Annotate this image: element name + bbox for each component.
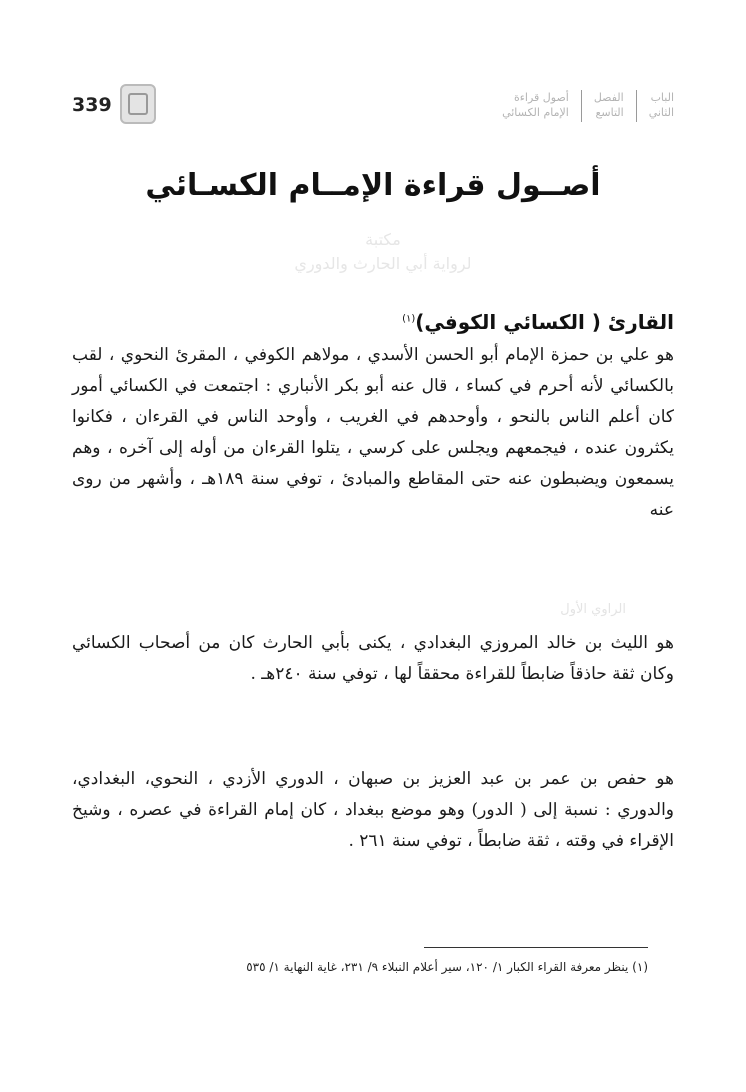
running-title-subject: أصول قراءة الإمام الكسائي	[502, 91, 569, 119]
running-header	[72, 84, 674, 134]
footnote: (١) ينظر معرفة القراء الكبار ١/ ١٢٠، سير أعلام النبلاء ٩/ ٢٣١، غاية النهاية ١/ ٥٣٥	[246, 960, 648, 974]
section-heading: القارئ ( الكسائي الكوفي)$^{(١)}$	[402, 310, 674, 334]
running-title-chapter: الفصل التاسع	[593, 91, 624, 119]
emblem-inner-icon	[128, 93, 148, 115]
footnote-marker: (١)	[402, 313, 416, 325]
divider	[636, 90, 637, 122]
footnote-separator	[424, 947, 648, 948]
first-narrator-paragraph: هو الليث بن خالد المروزي البغدادي ، يكنى بأبي الحارث كان من أصحاب الكسائي وكان ثقة حاذقاً ضابطاً للقراءة محققاً لها ، توفي سنة ٢٤٠هـ .	[72, 633, 674, 684]
second-narrator-paragraph: هو حفص بن عمر بن عبد العزيز بن صبهان ، الدوري الأزدي ، النحوي، البغدادي، والدوري : نسبة إلى ( الدور) وهو موضع ببغداد ، كان إمام القراءة في عصره ، وشيخ الإقراء في وقته ، ثقة ضابطاً ، توفي سنة ٢٦١ .	[72, 769, 674, 851]
divider	[581, 90, 582, 122]
page-number: 339	[72, 94, 112, 116]
faded-heading: الراوي الأول	[560, 602, 626, 617]
chapter-title: أصــول قراءة الإمــام الكسـائي	[145, 168, 601, 203]
faded-subtitle: مكتبة لرواية أبي الحارث والدوري	[294, 230, 472, 273]
biography-paragraph: هو علي بن حمزة الإمام أبو الحسن الأسدي ، مولاهم الكوفي ، المقرئ النحوي ، لقب بالكسائي لأنه أحرم في كساء ، قال عنه أبو بكر الأنباري : اجتمعت في الكسائي أمور كان أعلم الناس بالنحو ، وأوحدهم في الغريب ، وأوحد الناس في القرءان ، فكانوا يكثرون عنده ، فيجمعهم ويجلس على كرسي ، يتلوا القرءان من أوله إلى آخره ، وهم يسمعون ويضبطون عنه حتى المقاطع والمبادئ ، توفي سنة ١٨٩هـ ، وأشهر من روى عنه	[72, 345, 674, 520]
running-title-part: الباب الثاني	[648, 91, 674, 119]
emblem-icon	[120, 84, 156, 124]
running-title	[502, 90, 674, 122]
